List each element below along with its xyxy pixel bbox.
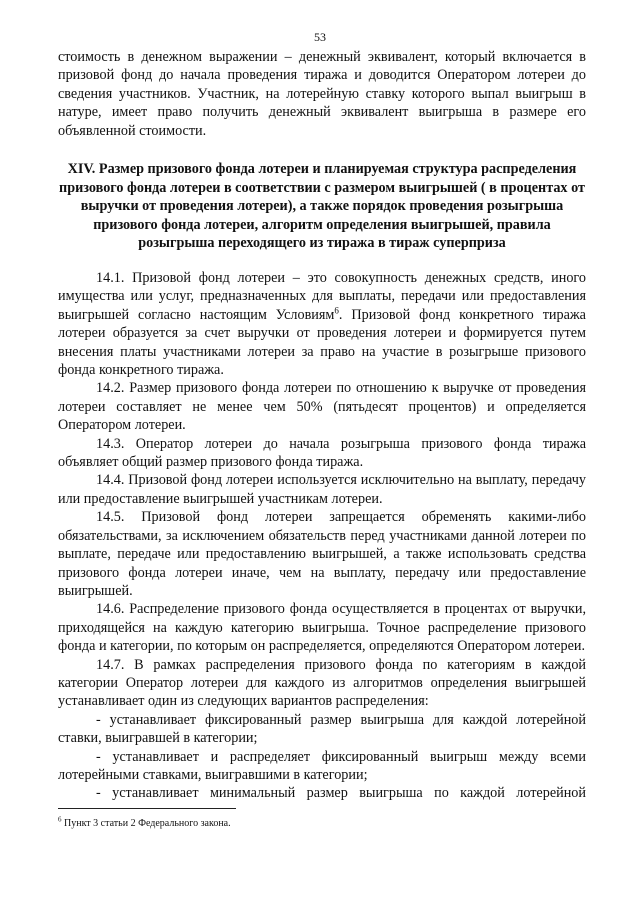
footnote-mark: 6 bbox=[58, 815, 62, 824]
footnote-divider bbox=[58, 808, 236, 809]
footnote-text: Пункт 3 статьи 2 Федерального закона. bbox=[61, 818, 231, 829]
paragraph-14-1-text-a: 14.1. Призовой фонд лотереи – это совокупность денежных средств, иного имущества или услуг, предназначенных для выплаты, передачи или предоставления выигрышей согласно настоящим Условиям bbox=[58, 270, 586, 323]
footnote bbox=[58, 815, 231, 829]
footnote-reference: 6 bbox=[334, 305, 339, 316]
paragraph-14-2: 14.2. Размер призового фонда лотереи по отношению к выручке от проведения лотереи составляет не менее чем 50% (пятьдесят процентов) и определяется Оператором лотереи. bbox=[58, 380, 586, 434]
paragraph-14-6: 14.6. Распределение призового фонда осуществляется в процентах от выручки, приходящейся на каждую категорию выигрыша. Точное распределение призового фонда и категории, по которым он распределяется, определяются Оператором лотереи. bbox=[58, 601, 586, 655]
paragraph-14-1 bbox=[58, 269, 586, 379]
paragraph-14-1-text-b: . Призовой фонд конкретного тиража лотереи образуется за счет выручки от проведения лотереи и формируется путем внесения платы участниками лотереи за право на участие в розыгрыше призового фонда конкретного тиража. bbox=[58, 306, 586, 379]
paragraph-14-7: 14.7. В рамках распределения призового фонда по категориям в каждой категории Оператор лотереи для каждого из алгоритмов определения выигрышей устанавливает один из следующих вариантов распределения: bbox=[58, 656, 586, 710]
bullet-item: - устанавливает минимальный размер выигрыша по каждой лотерейной bbox=[96, 785, 586, 802]
paragraph-14-3: 14.3. Оператор лотереи до начала розыгрыша призового фонда тиража объявляет общий размер призового фонда тиража. bbox=[58, 435, 586, 471]
bullet-item: - устанавливает фиксированный размер выигрыша для каждой лотерейной ставки, выигравшей в категории; bbox=[58, 711, 586, 747]
paragraph-14-5: 14.5. Призовой фонд лотереи запрещается обременять какими-либо обязательствами, за исключением обязательств перед участниками данной лотереи по выплате, передаче или предоставлению выигрышей, а также использовать средства призового фонда лотереи иначе, чем на выплату, передачу или предоставление выигрышей. bbox=[58, 509, 586, 599]
section-heading: XIV. Размер призового фонда лотереи и планируемая структура распределения призового фонда лотереи в соответствии с размером выигрышей ( в процентах от выручки от проведения лотереи), а также порядок проведения розыгрыша призового фонда лотереи, алгоритм определения выигрышей, правила розыгрыша переходящего из тиража в тираж суперприза bbox=[59, 161, 585, 252]
bullet-item: - устанавливает и распределяет фиксированный выигрыш между всеми лотерейными ставками, выигравшими в категории; bbox=[58, 748, 586, 783]
paragraph-14-4: 14.4. Призовой фонд лотереи используется исключительно на выплату, передачу или предоставление выигрышей участникам лотереи. bbox=[58, 472, 586, 507]
page-content bbox=[58, 48, 586, 803]
intro-paragraph: стоимость в денежном выражении – денежный эквивалент, который включается в призовой фонд до начала проведения тиража и доводится Оператором лотереи до сведения участников. Участник, на лотерейную ставку которого выпал выигрыш в натуре, имеет право получить денежный эквивалент выигрыша в размере его объявленной стоимости. bbox=[58, 49, 586, 139]
page-number: 53 bbox=[314, 30, 326, 44]
